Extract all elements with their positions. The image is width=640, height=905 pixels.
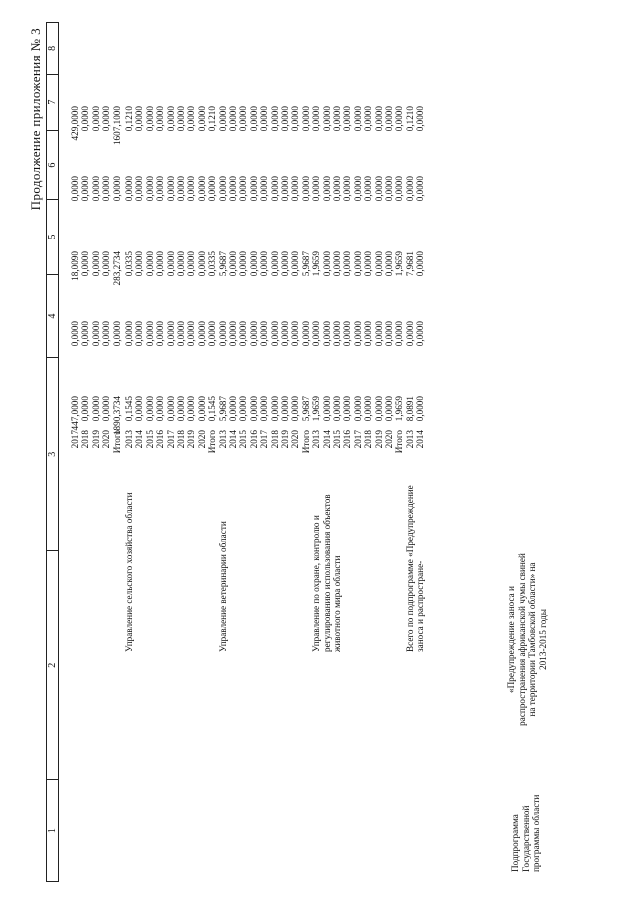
row-year: 2014 bbox=[134, 430, 145, 449]
row-value: 0,1545 bbox=[124, 396, 134, 422]
row-value: 0,1545 bbox=[207, 396, 218, 422]
row-year: 2019 bbox=[186, 430, 197, 449]
row-value: 0,0000 bbox=[415, 321, 426, 347]
row-value: 5,9687 bbox=[217, 251, 228, 277]
row-value: 0,0000 bbox=[186, 106, 197, 132]
row-value: 1607,1000 bbox=[111, 106, 122, 146]
row-value: 0,0000 bbox=[101, 106, 112, 132]
row-year: 2018 bbox=[176, 430, 186, 449]
row-year: 2020 bbox=[384, 430, 394, 449]
row-value: 0,0000 bbox=[101, 251, 112, 277]
row-value: 0,0000 bbox=[384, 251, 394, 277]
row-value: 0,0000 bbox=[238, 106, 249, 132]
row-value: 0,0000 bbox=[196, 251, 207, 277]
row-value: 0,0000 bbox=[332, 321, 342, 347]
row-value: 0,0000 bbox=[311, 321, 322, 347]
row-value: 0,0000 bbox=[290, 321, 301, 347]
row-value: 0,0000 bbox=[176, 321, 186, 347]
row-year: 2019 bbox=[373, 430, 384, 449]
row-value: 0,0000 bbox=[415, 251, 426, 277]
column-header-6: 5 bbox=[47, 200, 59, 274]
row-year: 2020 bbox=[196, 430, 207, 449]
rotated-table-sheet bbox=[28, 22, 600, 882]
row-value: 0,0000 bbox=[352, 321, 363, 347]
row-value: 0,0000 bbox=[373, 251, 384, 277]
row-value: 0,0000 bbox=[290, 396, 301, 422]
row-value: 0,0000 bbox=[165, 106, 176, 132]
row-value: 7,9681 bbox=[404, 251, 415, 277]
row-value: 0,0000 bbox=[228, 176, 238, 202]
row-value: 0,0000 bbox=[144, 251, 155, 277]
row-value: 0,0000 bbox=[384, 396, 394, 422]
row-value: 0,0000 bbox=[321, 106, 332, 132]
row-year: 2017 bbox=[352, 430, 363, 449]
row-value: 5,9687 bbox=[300, 251, 311, 277]
row-value: 0,0000 bbox=[186, 176, 197, 202]
row-year: 2014 bbox=[228, 430, 238, 449]
row-year: 2018 bbox=[80, 430, 91, 449]
row-value: 0,0000 bbox=[363, 321, 374, 347]
row-value: 0,0000 bbox=[124, 176, 134, 202]
row-value: 1,9659 bbox=[311, 396, 322, 422]
row-value: 0,0000 bbox=[186, 396, 197, 422]
row-value: 0,0000 bbox=[165, 396, 176, 422]
row-value: 0,0335 bbox=[124, 251, 134, 277]
row-value: 0,0000 bbox=[248, 106, 259, 132]
organization-label: Управление ветеринарии области bbox=[217, 521, 228, 652]
row-value: 0,0000 bbox=[342, 251, 353, 277]
row-value: 0,0000 bbox=[248, 251, 259, 277]
column-header-7: 6 bbox=[47, 130, 59, 200]
row-value: 0,0000 bbox=[144, 106, 155, 132]
row-value: 0,0000 bbox=[342, 396, 353, 422]
row-value: 429,0000 bbox=[70, 106, 80, 141]
row-value: 0,0000 bbox=[238, 321, 249, 347]
row-value: 0,0000 bbox=[363, 396, 374, 422]
row-value: 0,0000 bbox=[415, 396, 426, 422]
subprogram-label: Подпрограмма Государственной программы области bbox=[510, 794, 542, 872]
row-value: 0,0000 bbox=[363, 176, 374, 202]
row-value: 0,0000 bbox=[404, 176, 415, 202]
row-value: 0,0335 bbox=[207, 251, 218, 277]
row-year: 2015 bbox=[332, 430, 342, 449]
row-year: 2018 bbox=[269, 430, 280, 449]
row-value: 0,0000 bbox=[259, 251, 270, 277]
row-value: 0,0000 bbox=[111, 176, 122, 202]
row-value: 5,9687 bbox=[217, 396, 228, 422]
row-value: 0,0000 bbox=[384, 321, 394, 347]
organization-label: Всего по подпрограмме «Предупреждение заноса и распростране- bbox=[404, 485, 426, 652]
row-year: 2020 bbox=[290, 430, 301, 449]
column-header-1: 1 bbox=[47, 780, 59, 882]
row-value: 1890,3734 bbox=[111, 396, 122, 436]
column-header-5: 4 bbox=[47, 274, 59, 357]
row-value: 0,0000 bbox=[176, 176, 186, 202]
row-value: 0,0000 bbox=[352, 396, 363, 422]
row-value: 0,0000 bbox=[259, 396, 270, 422]
row-value: 0,0000 bbox=[352, 251, 363, 277]
row-value: 0,0000 bbox=[280, 321, 290, 347]
row-value: 1,9659 bbox=[394, 396, 405, 422]
row-value: 0,0000 bbox=[124, 321, 134, 347]
row-value: 0,0000 bbox=[80, 176, 91, 202]
row-value: 0,0000 bbox=[80, 396, 91, 422]
row-value: 0,0000 bbox=[155, 106, 166, 132]
row-value: 0,0000 bbox=[363, 251, 374, 277]
row-value: 0,0000 bbox=[373, 176, 384, 202]
column-header-3: 3 bbox=[47, 358, 59, 551]
row-value: 0,0000 bbox=[259, 176, 270, 202]
row-value: 0,0000 bbox=[384, 176, 394, 202]
row-value: 0,0000 bbox=[248, 396, 259, 422]
row-value: 0,0000 bbox=[165, 251, 176, 277]
row-value: 0,0000 bbox=[155, 176, 166, 202]
row-value: 5,9687 bbox=[300, 396, 311, 422]
row-value: 0,0000 bbox=[248, 176, 259, 202]
row-value: 0,0000 bbox=[269, 251, 280, 277]
row-value: 0,0000 bbox=[217, 176, 228, 202]
organization-label: Управление по охране, контролю и регулированию использования объектов животного мира области bbox=[311, 494, 343, 652]
row-value: 0,0000 bbox=[155, 321, 166, 347]
row-year: Итого bbox=[300, 430, 311, 454]
row-value: 0,0000 bbox=[321, 251, 332, 277]
row-value: 0,0000 bbox=[134, 321, 145, 347]
row-value: 0,0000 bbox=[332, 396, 342, 422]
row-value: 0,0000 bbox=[196, 176, 207, 202]
row-value: 0,0000 bbox=[228, 106, 238, 132]
row-value: 0,0000 bbox=[217, 106, 228, 132]
row-year: Итого bbox=[111, 430, 122, 454]
row-value: 0,0000 bbox=[342, 321, 353, 347]
row-value: 0,0000 bbox=[101, 176, 112, 202]
row-value: 0,0000 bbox=[394, 321, 405, 347]
row-value: 0,0000 bbox=[176, 396, 186, 422]
row-value: 0,0000 bbox=[342, 106, 353, 132]
row-value: 0,0000 bbox=[290, 251, 301, 277]
row-value: 0,0000 bbox=[176, 106, 186, 132]
row-value: 0,0000 bbox=[228, 251, 238, 277]
row-value: 0,0000 bbox=[90, 321, 101, 347]
row-value: 0,0000 bbox=[332, 176, 342, 202]
row-year: 2019 bbox=[280, 430, 290, 449]
row-year: 2016 bbox=[248, 430, 259, 449]
row-value: 0,0000 bbox=[415, 176, 426, 202]
organization-label: Управление сельского хозяйства области bbox=[124, 492, 134, 652]
row-value: 447,0000 bbox=[70, 396, 80, 431]
row-value: 0,0000 bbox=[300, 106, 311, 132]
row-value: 0,0000 bbox=[269, 106, 280, 132]
subprogram-title: «Предупреждение заноса и распространения африканской чумы свиней на территории Тамбовской области» на 2013-2015 годы bbox=[506, 553, 548, 726]
row-year: 2019 bbox=[90, 430, 101, 449]
row-value: 0,0000 bbox=[90, 396, 101, 422]
row-value: 0,0000 bbox=[280, 251, 290, 277]
row-value: 0,0000 bbox=[311, 176, 322, 202]
row-value: 0,0000 bbox=[80, 251, 91, 277]
row-year: 2016 bbox=[342, 430, 353, 449]
row-year: 2013 bbox=[311, 430, 322, 449]
row-value: 0,0000 bbox=[290, 176, 301, 202]
row-value: 0,0000 bbox=[207, 321, 218, 347]
row-value: 0,0000 bbox=[80, 106, 91, 132]
row-value: 0,0000 bbox=[101, 321, 112, 347]
column-header-2: 2 bbox=[47, 551, 59, 780]
row-value: 0,0000 bbox=[321, 396, 332, 422]
column-header-row bbox=[46, 22, 59, 882]
row-value: 0,0000 bbox=[259, 321, 270, 347]
row-value: 0,0000 bbox=[280, 396, 290, 422]
row-value: 0,0000 bbox=[90, 106, 101, 132]
row-value: 0,0000 bbox=[352, 176, 363, 202]
row-value: 0,0000 bbox=[207, 176, 218, 202]
row-year: 2014 bbox=[321, 430, 332, 449]
row-value: 0,0000 bbox=[300, 176, 311, 202]
row-value: 0,0000 bbox=[404, 321, 415, 347]
row-value: 0,0000 bbox=[280, 176, 290, 202]
row-value: 0,0000 bbox=[144, 176, 155, 202]
row-value: 0,0000 bbox=[165, 321, 176, 347]
row-value: 0,0000 bbox=[290, 106, 301, 132]
row-year: 2013 bbox=[404, 430, 415, 449]
row-value: 0,0000 bbox=[70, 321, 80, 347]
row-value: 0,0000 bbox=[134, 251, 145, 277]
row-value: 0,0000 bbox=[321, 321, 332, 347]
row-value: 18,0090 bbox=[70, 251, 80, 281]
row-value: 0,1210 bbox=[404, 106, 415, 132]
row-value: 0,0000 bbox=[394, 176, 405, 202]
row-value: 0,0000 bbox=[311, 106, 322, 132]
row-value: 0,1210 bbox=[124, 106, 134, 132]
row-value: 0,0000 bbox=[144, 321, 155, 347]
row-year: 2017 bbox=[165, 430, 176, 449]
row-value: 0,0000 bbox=[155, 251, 166, 277]
row-value: 0,0000 bbox=[144, 396, 155, 422]
row-value: 0,0000 bbox=[373, 396, 384, 422]
row-value: 0,0000 bbox=[269, 321, 280, 347]
row-value: 0,0000 bbox=[176, 251, 186, 277]
row-value: 0,0000 bbox=[70, 176, 80, 202]
row-year: 2014 bbox=[415, 430, 426, 449]
row-value: 0,0000 bbox=[90, 251, 101, 277]
row-value: 0,0000 bbox=[80, 321, 91, 347]
column-header-9: 8 bbox=[47, 23, 59, 75]
row-value: 0,0000 bbox=[332, 106, 342, 132]
row-year: 2017 bbox=[259, 430, 270, 449]
row-value: 0,0000 bbox=[134, 396, 145, 422]
row-value: 0,0000 bbox=[300, 321, 311, 347]
row-value: 0,0000 bbox=[321, 176, 332, 202]
row-value: 283,2734 bbox=[111, 251, 122, 286]
row-value: 0,0000 bbox=[363, 106, 374, 132]
row-value: 0,0000 bbox=[196, 106, 207, 132]
row-value: 0,0000 bbox=[134, 106, 145, 132]
row-value: 1,9659 bbox=[394, 251, 405, 277]
row-value: 0,0000 bbox=[352, 106, 363, 132]
row-year: 2013 bbox=[217, 430, 228, 449]
page-title: Продолжение приложения № 3 bbox=[28, 28, 43, 211]
row-year: 2015 bbox=[144, 430, 155, 449]
row-value: 0,0000 bbox=[394, 106, 405, 132]
row-value: 0,0000 bbox=[384, 106, 394, 132]
row-value: 0,1210 bbox=[207, 106, 218, 132]
row-value: 0,0000 bbox=[228, 321, 238, 347]
row-value: 0,0000 bbox=[238, 176, 249, 202]
row-year: 2016 bbox=[155, 430, 166, 449]
row-value: 0,0000 bbox=[196, 396, 207, 422]
row-value: 0,0000 bbox=[248, 321, 259, 347]
row-value: 0,0000 bbox=[101, 396, 112, 422]
row-value: 0,0000 bbox=[238, 251, 249, 277]
row-value: 0,0000 bbox=[186, 321, 197, 347]
row-year: Итого bbox=[394, 430, 405, 454]
row-value: 0,0000 bbox=[280, 106, 290, 132]
row-year: Итого bbox=[207, 430, 218, 454]
row-value: 0,0000 bbox=[217, 321, 228, 347]
row-value: 0,0000 bbox=[196, 321, 207, 347]
row-value: 8,0891 bbox=[404, 396, 415, 422]
row-value: 0,0000 bbox=[269, 396, 280, 422]
row-value: 0,0000 bbox=[373, 106, 384, 132]
row-value: 0,0000 bbox=[228, 396, 238, 422]
row-value: 0,0000 bbox=[415, 106, 426, 132]
column-header-8: 7 bbox=[47, 74, 59, 130]
row-value: 0,0000 bbox=[342, 176, 353, 202]
row-value: 0,0000 bbox=[238, 396, 249, 422]
row-year: 2015 bbox=[238, 430, 249, 449]
row-value: 1,9659 bbox=[311, 251, 322, 277]
row-value: 0,0000 bbox=[269, 176, 280, 202]
row-value: 0,0000 bbox=[332, 251, 342, 277]
row-year: 2020 bbox=[101, 430, 112, 449]
row-value: 0,0000 bbox=[186, 251, 197, 277]
row-year: 2013 bbox=[124, 430, 134, 449]
row-value: 0,0000 bbox=[111, 321, 122, 347]
row-value: 0,0000 bbox=[134, 176, 145, 202]
row-value: 0,0000 bbox=[165, 176, 176, 202]
row-value: 0,0000 bbox=[155, 396, 166, 422]
row-year: 2018 bbox=[363, 430, 374, 449]
row-value: 0,0000 bbox=[259, 106, 270, 132]
row-value: 0,0000 bbox=[90, 176, 101, 202]
row-value: 0,0000 bbox=[373, 321, 384, 347]
row-year: 2017 bbox=[70, 430, 80, 449]
